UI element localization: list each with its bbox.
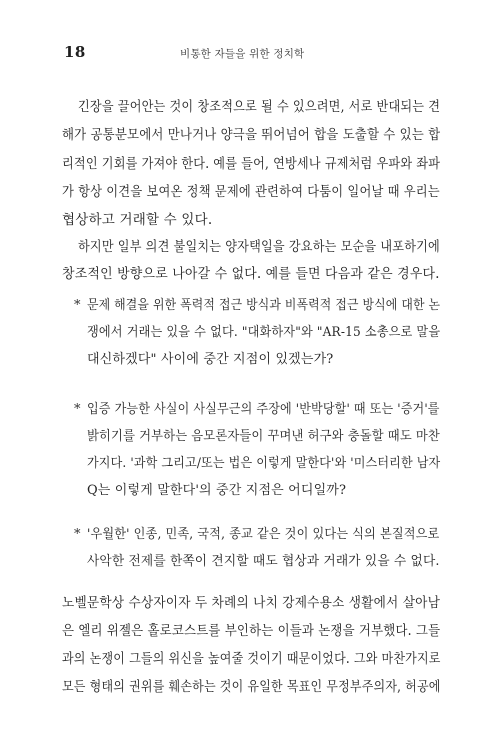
running-head: 비통한 자들을 위한 정치학 — [180, 48, 305, 60]
text-line: 해가 공통분모에서 만나거나 양극을 뛰어넘어 합을 도출할 수 있는 합 — [62, 127, 441, 143]
bullet-marker: * — [74, 402, 81, 417]
bullet-line: 가지다. '과학 그리고/또는 법은 이렇게 말한다'와 '미스터리한 남자 — [87, 456, 441, 471]
text-line: 가 항상 이견을 보여온 정책 문제에 관련하여 다툼이 일어날 때 우리는 — [62, 184, 440, 200]
bullet-line: '우월한' 인종, 민족, 국적, 종교 같은 것이 있다는 식의 본질적으로 — [87, 527, 440, 542]
text-line: 은 엘리 위젤은 홀로코스트를 부인하는 이들과 논쟁을 거부했다. 그들 — [62, 623, 441, 639]
bullet-line: Q는 이렇게 말한다'의 중간 지점은 어디일까? — [87, 483, 347, 498]
bullet-marker: * — [74, 298, 81, 313]
text-line: 모든 형태의 권위를 훼손하는 것이 유일한 목표인 무정부주의자, 허공에 — [62, 679, 441, 695]
text-line: 리적인 기회를 가져야 한다. 예를 들어, 연방세나 규제처럼 우파와 좌파 — [62, 156, 441, 172]
text-line: 긴장을 끌어안는 것이 창조적으로 될 수 있으려면, 서로 반대되는 견 — [78, 99, 441, 115]
bullet-line: 입증 가능한 사실이 사실무근의 주장에 '반박당할' 때 또는 '증거'를 — [87, 402, 440, 417]
bullet-line: 사악한 전제를 한쪽이 견지할 때도 협상과 거래가 있을 수 없다. — [87, 554, 440, 569]
bullet-marker: * — [74, 527, 81, 542]
bullet-line: 쟁에서 거래는 있을 수 없다. "대화하자"와 "AR-15 소총으로 말을 — [87, 325, 441, 340]
bullet-line: 대신하겠다" 사이에 중간 지점이 있겠는가? — [87, 352, 334, 367]
text-line: 노벨문학상 수상자이자 두 차례의 나치 강제수용소 생활에서 살아남 — [62, 595, 441, 611]
page-number: 18 — [64, 43, 86, 61]
text-line: 하지만 일부 의견 불일치는 양자택일을 강요하는 모순을 내포하기에 — [78, 239, 440, 255]
text-line: 창조적인 방향으로 나아갈 수 없다. 예를 들면 다음과 같은 경우다. — [62, 266, 440, 282]
bullet-line: 밝히기를 거부하는 음모론자들이 꾸며낸 허구와 충돌할 때도 마찬 — [87, 429, 440, 444]
text-line: 과의 논쟁이 그들의 위신을 높여줄 것이기 때문이었다. 그와 마찬가지로 — [62, 651, 441, 667]
text-line: 협상하고 거래할 수 있다. — [62, 212, 213, 228]
bullet-line: 문제 해결을 위한 폭력적 접근 방식과 비폭력적 접근 방식에 대한 논 — [87, 298, 441, 313]
